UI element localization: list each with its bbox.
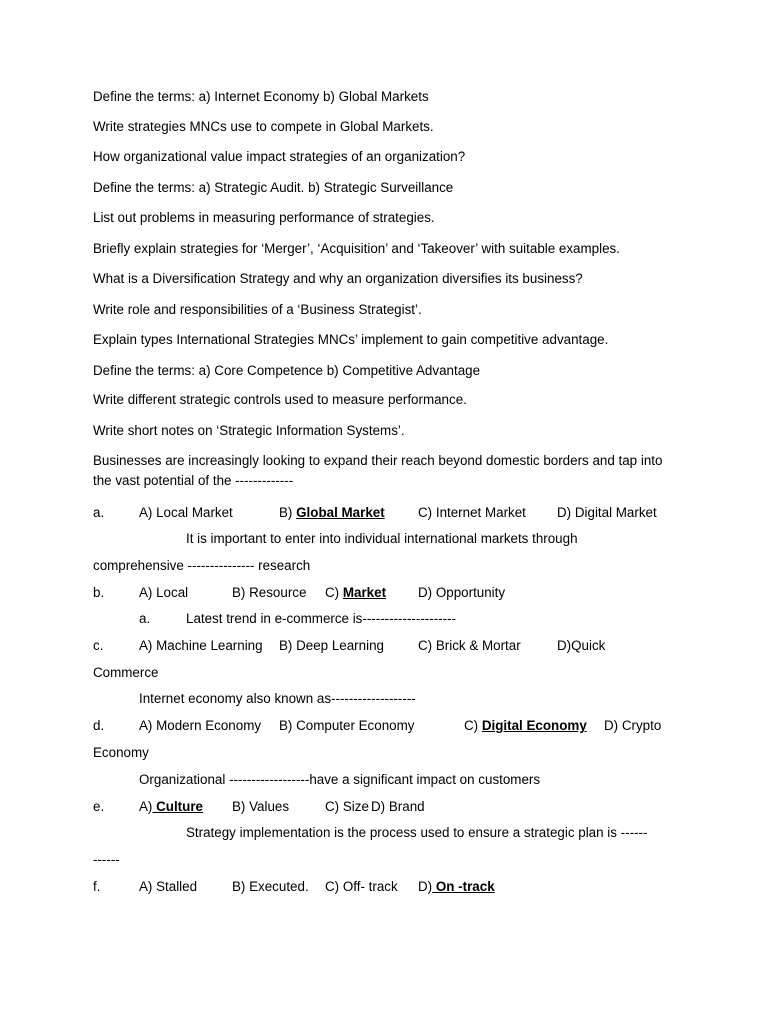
mcq-letter-b: b.	[93, 585, 105, 600]
option-prefix: A)	[139, 799, 153, 814]
option-d-digital-economy	[464, 717, 587, 734]
option-prefix: B)	[279, 505, 297, 520]
option-b-market	[325, 584, 386, 601]
option-c-machine-learning: A) Machine Learning	[139, 638, 263, 653]
option-d-modern-economy: A) Modern Economy	[139, 718, 262, 733]
mcq-letter-e: e.	[93, 799, 105, 814]
option-b-local: A) Local	[139, 585, 189, 600]
mcq-letter-a-sub: a.	[139, 611, 151, 626]
correct-answer: Culture	[152, 799, 203, 814]
option-b-resource: B) Resource	[232, 585, 307, 600]
question-7: What is a Diversification Strategy and why an organization diversifies its business?	[93, 271, 583, 286]
option-f-off-track: C) Off- track	[325, 879, 398, 894]
option-d-crypto-cont: Economy	[93, 745, 149, 760]
option-e-culture	[139, 798, 203, 815]
option-c-deep-learning: B) Deep Learning	[279, 638, 384, 653]
question-1: Define the terms: a) Internet Economy b) Global Markets	[93, 89, 429, 104]
option-e-values: B) Values	[232, 799, 290, 814]
question-3: How organizational value impact strategies of an organization?	[93, 149, 466, 164]
option-a-global-market	[279, 504, 385, 521]
mcq-question-6-line2: ------	[93, 852, 120, 867]
question-4: Define the terms: a) Strategic Audit. b) Strategic Surveillance	[93, 180, 454, 195]
mcq-question-5: Organizational ------------------have a significant impact on customers	[139, 772, 541, 787]
question-9: Explain types International Strategies MNCs’ implement to gain competitive advantage.	[93, 332, 609, 347]
option-c-brick-mortar: C) Brick & Mortar	[418, 638, 521, 653]
mcq-question-6-line1: Strategy implementation is the process used to ensure a strategic plan is ------	[186, 825, 648, 840]
option-a-local-market: A) Local Market	[139, 505, 233, 520]
question-5: List out problems in measuring performance of strategies.	[93, 210, 435, 225]
option-c-quick-cont: Commerce	[93, 665, 159, 680]
correct-answer: On -track	[432, 879, 495, 894]
question-6: Briefly explain strategies for ‘Merger’, ‘Acquisition’ and ‘Takeover’ with suitable examples.	[93, 241, 620, 256]
option-d-crypto: D) Crypto	[604, 718, 662, 733]
option-prefix: C)	[325, 585, 343, 600]
mcq-question-2-line2: comprehensive --------------- research	[93, 558, 311, 573]
option-e-size: C) Size	[325, 799, 369, 814]
question-11: Write different strategic controls used to measure performance.	[93, 392, 467, 407]
option-prefix: D)	[418, 879, 433, 894]
correct-answer: Market	[342, 585, 387, 600]
mcq-question-4: Internet economy also known as-------------------	[139, 691, 416, 706]
mcq-letter-c: c.	[93, 638, 104, 653]
option-prefix: C)	[464, 718, 482, 733]
mcq-letter-a: a.	[93, 505, 105, 520]
option-f-stalled: A) Stalled	[139, 879, 198, 894]
mcq-question-1: Businesses are increasingly looking to expand their reach beyond domestic borders and tap into the vast potential of the -------------	[93, 453, 663, 488]
option-f-executed: B) Executed.	[232, 879, 309, 894]
mcq-question-2-line1: It is important to enter into individual international markets through	[186, 531, 578, 546]
option-f-on-track	[418, 878, 495, 895]
option-c-quick: D)Quick	[557, 638, 606, 653]
option-b-opportunity: D) Opportunity	[418, 585, 506, 600]
option-a-internet-market: C) Internet Market	[418, 505, 526, 520]
mcq-letter-f: f.	[93, 879, 101, 894]
correct-answer: Digital Economy	[481, 718, 587, 733]
correct-answer: Global Market	[296, 505, 385, 520]
question-10: Define the terms: a) Core Competence b) Competitive Advantage	[93, 363, 481, 378]
option-a-digital-market: D) Digital Market	[557, 505, 657, 520]
option-d-computer-economy: B) Computer Economy	[279, 718, 415, 733]
option-e-brand: D) Brand	[371, 799, 425, 814]
question-8: Write role and responsibilities of a ‘Business Strategist’.	[93, 302, 422, 317]
question-2: Write strategies MNCs use to compete in Global Markets.	[93, 119, 434, 134]
question-12: Write short notes on ‘Strategic Information Systems’.	[93, 423, 405, 438]
mcq-letter-d: d.	[93, 718, 105, 733]
mcq-question-3: Latest trend in e-commerce is---------------------	[186, 611, 457, 626]
